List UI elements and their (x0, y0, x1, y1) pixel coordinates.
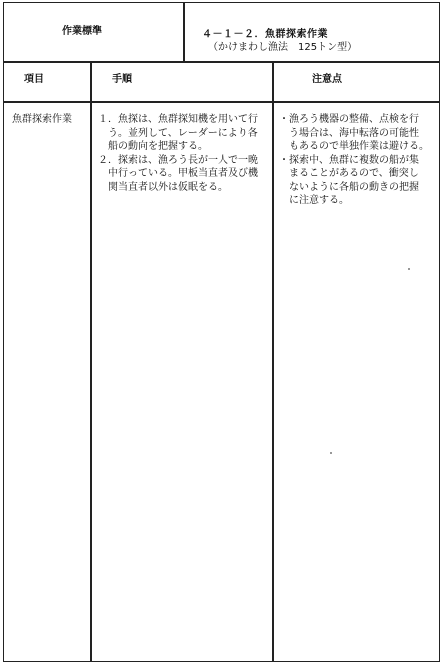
column-header-bottom-rule (3, 101, 440, 103)
item-column-divider (90, 61, 92, 662)
procedure-line: １．魚探は、魚群探知機を用いて行 (98, 114, 258, 125)
notes-line: まることがあるので、衝突し (279, 168, 419, 179)
row-item-label: 魚群探索作業 (12, 114, 72, 125)
section-title: ４－１－２．魚群探索作業 (202, 29, 328, 40)
header-bottom-rule (3, 61, 440, 63)
notes-line: もあるので単独作業は避ける。 (279, 141, 429, 152)
column-header-item: 項目 (24, 74, 44, 85)
notes-line: ・漁ろう機器の整備、点検を行 (279, 114, 419, 125)
procedure-text (98, 113, 258, 194)
procedure-line: 中行っている。甲板当直者及び機 (98, 168, 258, 179)
procedure-line: 船の動向を把握する。 (98, 141, 208, 152)
standard-label: 作業標準 (62, 26, 102, 37)
column-header-notes: 注意点 (312, 74, 342, 85)
notes-line: ・探索中、魚群に複数の船が集 (279, 154, 419, 166)
procedure-line: ２．探索は、漁ろう長が一人で一晩 (98, 154, 258, 166)
notes-text (279, 113, 429, 208)
notes-column-divider (272, 61, 274, 662)
scan-speck (408, 268, 410, 270)
header-divider (183, 2, 185, 62)
section-subtitle: （かけまわし漁法 125トン型） (208, 42, 358, 53)
procedure-line: 関当直者以外は仮眠をる。 (98, 181, 228, 193)
scan-speck (330, 452, 332, 454)
column-header-procedure: 手順 (112, 74, 132, 85)
notes-line: う場合は、海中転落の可能性 (279, 127, 419, 139)
procedure-line: う。並列して、レーダーにより各 (98, 127, 258, 139)
notes-line: ないように各船の動きの把握 (279, 181, 419, 193)
notes-line: に注意する。 (279, 195, 349, 206)
